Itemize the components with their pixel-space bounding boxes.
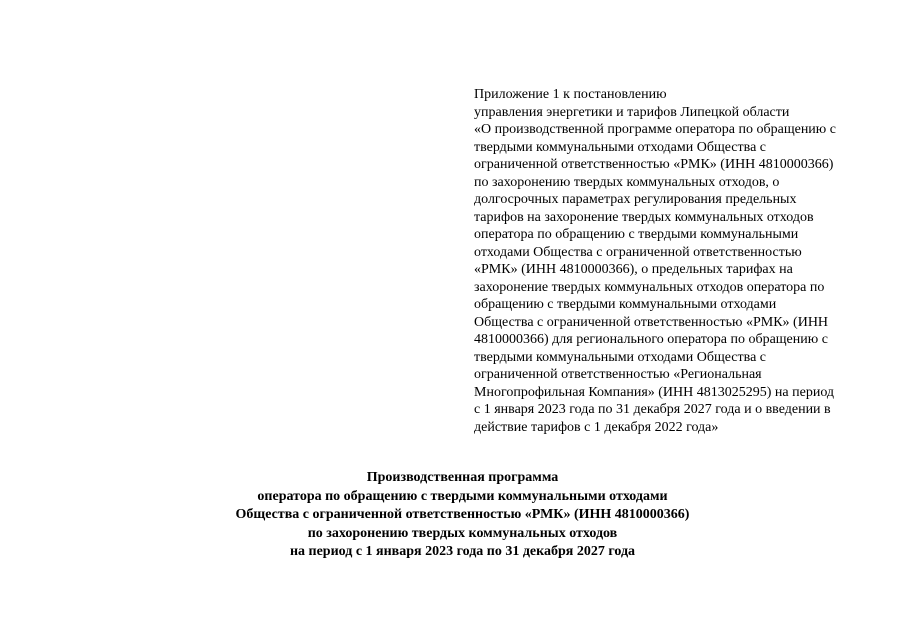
appendix-line: тарифов на захоронение твердых коммунальных отходов	[474, 209, 814, 225]
title-line: по захоронению твердых коммунальных отходов	[307, 525, 618, 541]
appendix-line: «РМК» (ИНН 4810000366), о предельных тарифах на	[474, 262, 793, 277]
appendix-line: твердыми коммунальными отходами Общества с	[474, 349, 766, 365]
appendix-line: Многопрофильная Компания» (ИНН 4813025295) на период	[474, 384, 835, 400]
appendix-line: оператора по обращению с твердыми коммунальными	[474, 227, 799, 242]
appendix-line: твердыми коммунальными отходами Общества с	[474, 139, 766, 155]
appendix-line: по захоронению твердых коммунальных отходов, о	[474, 174, 780, 190]
appendix-line: ограниченной ответственностью «РМК» (ИНН 4810000366)	[474, 157, 834, 172]
appendix-line: обращению с твердыми коммунальными отходами	[474, 297, 777, 312]
appendix-line: захоронение твердых коммунальных отходов оператора по	[474, 279, 825, 295]
appendix-line: Общества с ограниченной ответственностью «РМК» (ИНН	[474, 314, 829, 330]
appendix-line: с 1 января 2023 года по 31 декабря 2027 года и о введении в	[474, 402, 831, 417]
title-line: на период с 1 января 2023 года по 31 декабря 2027 года	[289, 544, 636, 559]
appendix-line: отходами Общества с ограниченной ответственностью	[474, 244, 802, 260]
title-line: Производственная программа	[366, 470, 559, 485]
appendix-line: управления энергетики и тарифов Липецкой области	[474, 104, 790, 120]
appendix-line: «О производственной программе оператора по обращению с	[474, 122, 836, 137]
appendix-line: ограниченной ответственностью «Региональная	[474, 367, 762, 382]
appendix-line: действие тарифов с 1 декабря 2022 года»	[474, 419, 719, 435]
appendix-line: Приложение 1 к постановлению	[474, 87, 667, 102]
appendix-line: долгосрочных параметрах регулирования предельных	[474, 192, 797, 207]
document-title	[0, 469, 905, 562]
appendix-heading	[474, 86, 874, 436]
title-line: оператора по обращению с твердыми коммунальными отходами	[257, 488, 668, 504]
appendix-line: 4810000366) для регионального оператора по обращению с	[474, 332, 828, 347]
title-line: Общества с ограниченной ответственностью «РМК» (ИНН 4810000366)	[235, 507, 690, 522]
